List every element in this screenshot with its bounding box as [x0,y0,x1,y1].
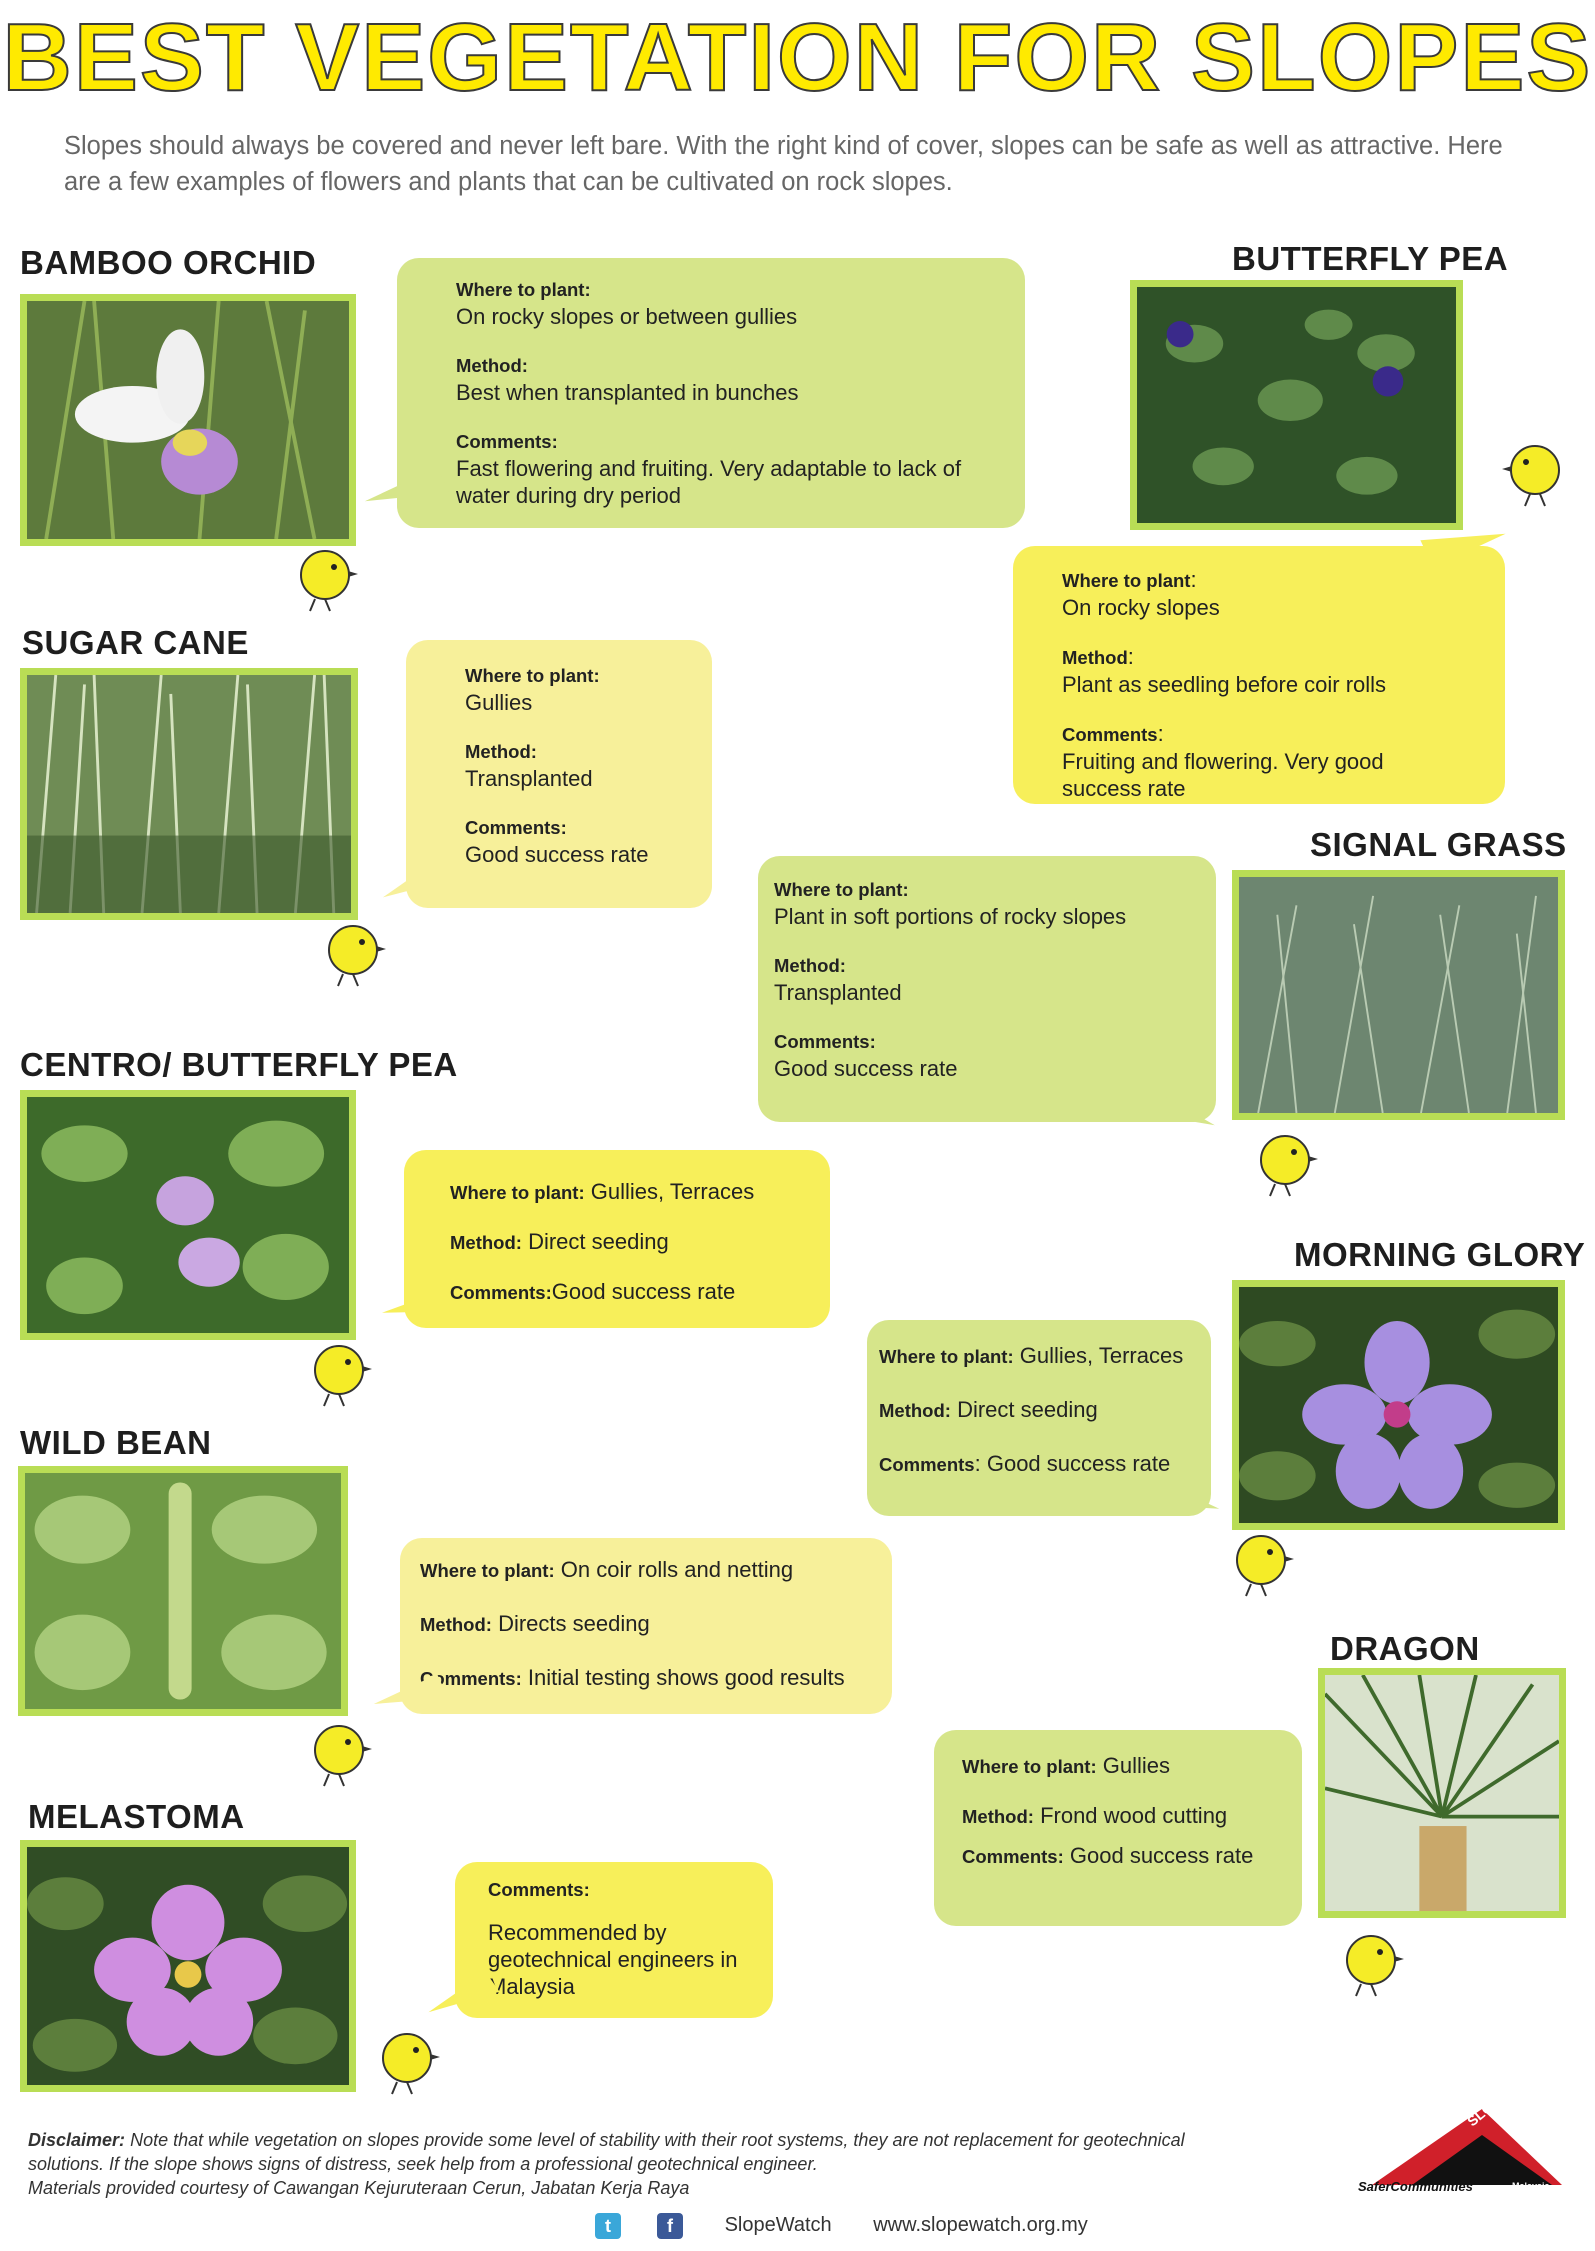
comments-label: Comments: [420,1668,522,1689]
method-label: Method: [879,1400,951,1421]
where-value: Plant in soft portions of rocky slopes [774,904,1127,929]
method-value: Transplanted [774,980,902,1005]
photo-centro [20,1090,356,1340]
plant-name-sugar-cane: SUGAR CANE [22,624,249,661]
info-bubble-centro [404,1150,830,1328]
bird-mascot-icon [1226,1530,1296,1600]
where-label: Where to plant: [420,1560,555,1581]
where-value: On rocky slopes [1062,595,1220,620]
where-label: Where to plant: [465,665,600,686]
method-label: Method: [774,955,846,976]
comments-label: Comments: [774,1031,876,1052]
info-bubble-bamboo-orchid [397,258,1025,528]
photo-bamboo-orchid [20,294,356,546]
photo-dragon-trees [1318,1668,1566,1918]
bird-mascot-icon [372,2028,442,2098]
comments-label: Comments [1062,724,1158,745]
comments-value: Fruiting and flowering. Very good success rate [1062,749,1384,801]
logo-country: Malaysia [1512,2181,1550,2191]
method-label: Method: [420,1614,492,1635]
comments-value: Initial testing shows good results [527,1665,845,1690]
bird-mascot-icon [304,1340,374,1410]
where-value: Gullies [465,690,533,715]
where-label: Where to plant [1062,570,1191,591]
photo-morning-glory [1232,1280,1565,1530]
plant-name-morning-glory: MORNING GLORY [1294,1236,1586,1273]
disclaimer-credit: Materials provided courtesy of Cawangan Kejuruteraan Cerun, Jabatan Kerja Raya [28,2178,690,2198]
comments-label: Comments: [456,431,558,452]
info-bubble-wild-bean [400,1538,892,1714]
method-value: Direct seeding [528,1229,669,1254]
comments-value: Fast flowering and fruiting. Very adaptable to lack of water during dry period [456,456,962,508]
comments-value: Good success rate [551,1279,736,1304]
comments-label: Comments: [465,817,567,838]
plant-name-butterfly-pea: BUTTERFLY PEA [1232,240,1509,277]
method-value: Directs seeding [498,1611,650,1636]
twitter-icon[interactable]: t [595,2213,621,2239]
comments-label: Comments: [450,1282,552,1303]
photo-wild-bean [18,1466,348,1716]
bird-mascot-icon [304,1720,374,1790]
where-label: Where to plant: [774,879,909,900]
method-label: Method: [962,1806,1034,1827]
logo-sub: SaferCommunities [1358,2179,1473,2194]
method-value: Direct seeding [957,1397,1098,1422]
photo-butterfly-pea [1130,280,1463,530]
where-label: Where to plant: [879,1346,1014,1367]
where-value: Gullies, Terraces [590,1179,755,1204]
comments-value: Good success rate [986,1451,1171,1476]
disclaimer [28,2128,1258,2200]
method-value: Best when transplanted in bunches [456,380,799,405]
where-value: Gullies [1102,1753,1171,1778]
slopewatch-logo [1352,2054,1574,2201]
footer-social-name[interactable]: SlopeWatch [724,2214,832,2237]
info-bubble-sugar-cane [406,640,712,908]
where-label: Where to plant: [450,1182,585,1203]
info-bubble-morning-glory: Where to plant: Gullies, Terraces Method: Direct seeding Comments: Good success rate [867,1320,1211,1516]
photo-melastoma [20,1840,356,2092]
method-label: Method: [456,355,528,376]
bird-mascot-icon [290,545,360,615]
facebook-icon[interactable]: f [657,2213,683,2239]
method-label: Method: [450,1232,522,1253]
where-value: On coir rolls and netting [560,1557,794,1582]
photo-signal-grass [1232,870,1565,1120]
method-value: Frond wood cutting [1040,1803,1228,1828]
comments-value: Good success rate [465,842,649,867]
info-bubble-butterfly-pea: Where to plant: On rocky slopes Method: Plant as seedling before coir rolls Comments: Fruiting and flowering. Very good success rate [1013,546,1505,804]
comments-label: Comments: [488,1879,590,1900]
where-label: Where to plant: [962,1756,1097,1777]
bird-mascot-icon [1250,1130,1320,1200]
info-bubble-melastoma [455,1862,773,2018]
info-bubble-signal-grass [758,856,1216,1122]
bird-mascot-icon [318,920,388,990]
method-value: Plant as seedling before coir rolls [1062,672,1387,697]
disclaimer-text: Note that while vegetation on slopes provide some level of stability with their root systems, they are not replacement for geotechnical solutions. If the slope shows signs of distress, seek help from a professional geotechnical engineer. [28,2130,1185,2174]
comments-label: Comments: [962,1846,1064,1867]
photo-sugar-cane [20,668,358,920]
info-bubble-dragon-trees [934,1730,1302,1926]
where-value: Gullies, Terraces [1019,1343,1184,1368]
comments-value: Good success rate [1069,1843,1254,1868]
plant-name-signal-grass: SIGNAL GRASS [1310,826,1567,863]
plant-name-bamboo-orchid: BAMBOO ORCHID [20,244,317,281]
bird-mascot-icon [1336,1930,1406,2000]
bird-mascot-icon [1500,440,1570,510]
comments-value: Recommended by geotechnical engineers in Malaysia [488,1920,738,1999]
plant-name-centro: CENTRO/ BUTTERFLY PEA [20,1046,458,1083]
page-title: BEST VEGETATION FOR SLOPES [2,4,1593,111]
plant-name-wild-bean: WILD BEAN [20,1424,212,1461]
footer [595,2213,1124,2239]
footer-url[interactable]: www.slopewatch.org.my [873,2214,1088,2237]
comments-label: Comments [879,1454,975,1475]
plant-name-melastoma: MELASTOMA [28,1798,245,1835]
disclaimer-label: Disclaimer: [28,2130,126,2150]
plant-name-dragon-trees: DRAGON [1330,1630,1480,1667]
where-value: On rocky slopes or between gullies [456,304,798,329]
method-label: Method [1062,647,1128,668]
logo-main: SLOPEWATCH [1464,2054,1550,2130]
where-label: Where to plant: [456,279,591,300]
comments-value: Good success rate [774,1056,958,1081]
intro-paragraph: Slopes should always be covered and never left bare. With the right kind of cover, slopes can be safe as well as attractive. Here are a few examples of flowers and plants that can be cultivated on rock slopes. [64,132,1503,196]
method-label: Method: [465,741,537,762]
method-value: Transplanted [465,766,593,791]
